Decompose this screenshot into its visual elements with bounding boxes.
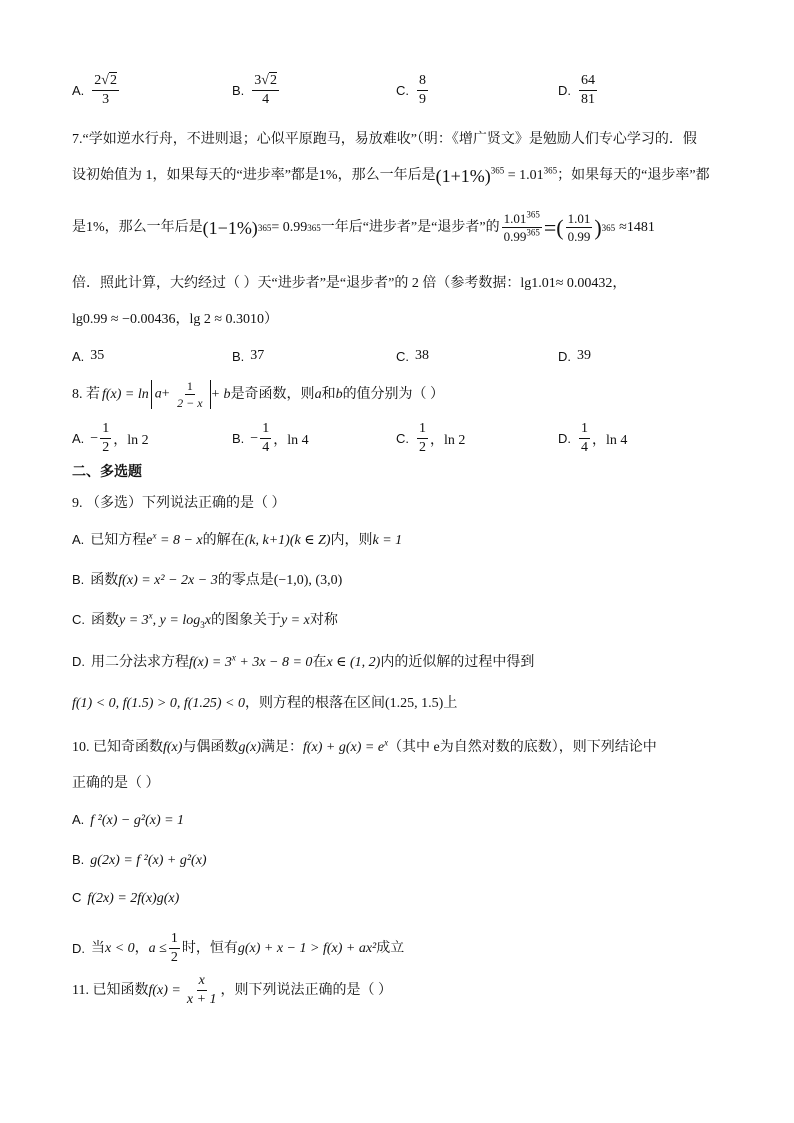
fraction: $\frac{64}{81}$ (581, 73, 595, 107)
q7-line-3: 是1%，那么一年后是 (1−1%) 365 = 0.99 365 一年后“进步者”是“退步者”的 $\frac{1.01^{365}}{0.99^{365}}$ =( $\frac{1.01}{0.99}$ ) 365 ≈1481 (72, 209, 655, 244)
q10-option-c[interactable]: C f(2x) = 2f(x)g(x) (72, 890, 180, 906)
fraction: $\frac{1}{2 - x}$ (177, 379, 203, 410)
q6-option-b[interactable] (232, 74, 281, 107)
fraction: $\frac{3√2}{4}$ (254, 73, 277, 107)
q8-option-c[interactable]: C. $\frac{1}{2}$ ，ln 2 (396, 421, 466, 455)
q9-stem: 9. （多选）下列说法正确的是（ ） (72, 496, 286, 511)
option-label: D. (558, 83, 571, 98)
fraction: $\frac{1.01}{0.99}$ (567, 211, 591, 244)
section-title: 二、多选题 (72, 464, 142, 480)
option-label: B. (232, 83, 245, 98)
q7-option-d[interactable]: D. 39 (558, 348, 591, 364)
q7-line-1: 7.“学如逆水行舟，不进则退；心似平原跑马，易放难收”（明：《增广贤文》是勉励人们专心学习的．假 (72, 132, 697, 147)
q9-option-a[interactable]: A. 已知方程$e^x = 8 - x$的解在(k, k+1)(k ∈ Z)内，则k = 1 (72, 530, 403, 548)
q6-option-d[interactable] (558, 74, 599, 107)
fraction: $\frac{1}{4}$ (262, 421, 270, 455)
q10-stem: 10. 已知奇函数f(x)与偶函数g(x)满足：$f(x) + g(x) = e^x$（其中 e为自然对数的底数），则下列结论中 (72, 737, 657, 755)
q9-option-d[interactable]: D. 用二分法求方程$f(x) = 3^x + 3x - 8 = 0$在x ∈ (1, 2)内的近似解的过程中得到 (72, 652, 535, 670)
q6-option-a[interactable] (72, 74, 121, 107)
option-label: A. (72, 83, 85, 98)
q10-option-a[interactable]: A. f ²(x) − g²(x) = 1 (72, 812, 185, 828)
fraction: $\frac{1}{2}$ (170, 931, 178, 965)
q11-stem: 11. 已知函数 f(x) = $\frac{x}{x + 1}$ ，则下列说法正确的是（ ） (72, 973, 393, 1007)
q9-option-c[interactable]: C. 函数$y = 3^x$, $y = \log_3x$的图象关于y = x对称 (72, 610, 338, 630)
fraction: $\frac{1}{2}$ (419, 421, 426, 455)
q10-stem-line-2: 正确的是（ ） (72, 776, 160, 791)
q6-option-c[interactable] (396, 74, 430, 107)
q8-stem: 8. 若 f(x) = ln a+ $\frac{1}{2 - x}$ + b 是奇函数，则 a 和 b 的值分别为（ ） (72, 379, 445, 410)
q7-line-5: lg0.99 ≈ −0.00436，lg 2 ≈ 0.3010） (72, 312, 279, 327)
q8-option-a[interactable]: A. − $\frac{1}{2}$ ，ln 2 (72, 421, 149, 455)
q8-option-d[interactable]: D. $\frac{1}{4}$ ，ln 4 (558, 421, 628, 455)
fraction: $\frac{x}{x + 1}$ (186, 973, 217, 1007)
fraction: $\frac{1}{2}$ (102, 421, 110, 455)
q10-option-b[interactable]: B. g(2x) = f ²(x) + g²(x) (72, 852, 207, 868)
option-label: C. (396, 83, 409, 98)
q9-option-d-line-2: f(1) < 0, f(1.5) > 0, f(1.25) < 0，则方程的根落在区间(1.25, 1.5)上 (72, 696, 458, 711)
q8-option-b[interactable]: B. − $\frac{1}{4}$ ，ln 4 (232, 421, 309, 455)
fraction: $\frac{1}{4}$ (581, 421, 588, 455)
fraction: $\frac{2√2}{3}$ (94, 73, 117, 107)
q7-line-4: 倍．照此计算，大约经过（ ）天“进步者”是“退步者”的 2 倍（参考数据：lg1.01≈ 0.00432， (72, 276, 627, 291)
q10-option-d[interactable]: D. 当 x < 0 ， a ≤ $\frac{1}{2}$ 时，恒有 g(x) + x − 1 > f(x) + ax² 成立 (72, 931, 405, 965)
q9-option-b[interactable]: B. 函数f(x) = x² − 2x − 3的零点是(−1,0), (3,0) (72, 572, 343, 588)
fraction: $\frac{1.01^{365}}{0.99^{365}}$ (503, 209, 540, 244)
q7-option-b[interactable]: B. 37 (232, 348, 265, 364)
q7-option-a[interactable]: A. 35 (72, 348, 105, 364)
q7-option-c[interactable]: C. 38 (396, 348, 429, 364)
fraction: $\frac{8}{9}$ (419, 73, 426, 107)
q7-line-2: 设初始值为 1，如果每天的“进步率”都是1%，那么一年后是$(1+1\%)^{365} = 1.01^{365}$；如果每天的“退步率”都 (72, 165, 710, 186)
